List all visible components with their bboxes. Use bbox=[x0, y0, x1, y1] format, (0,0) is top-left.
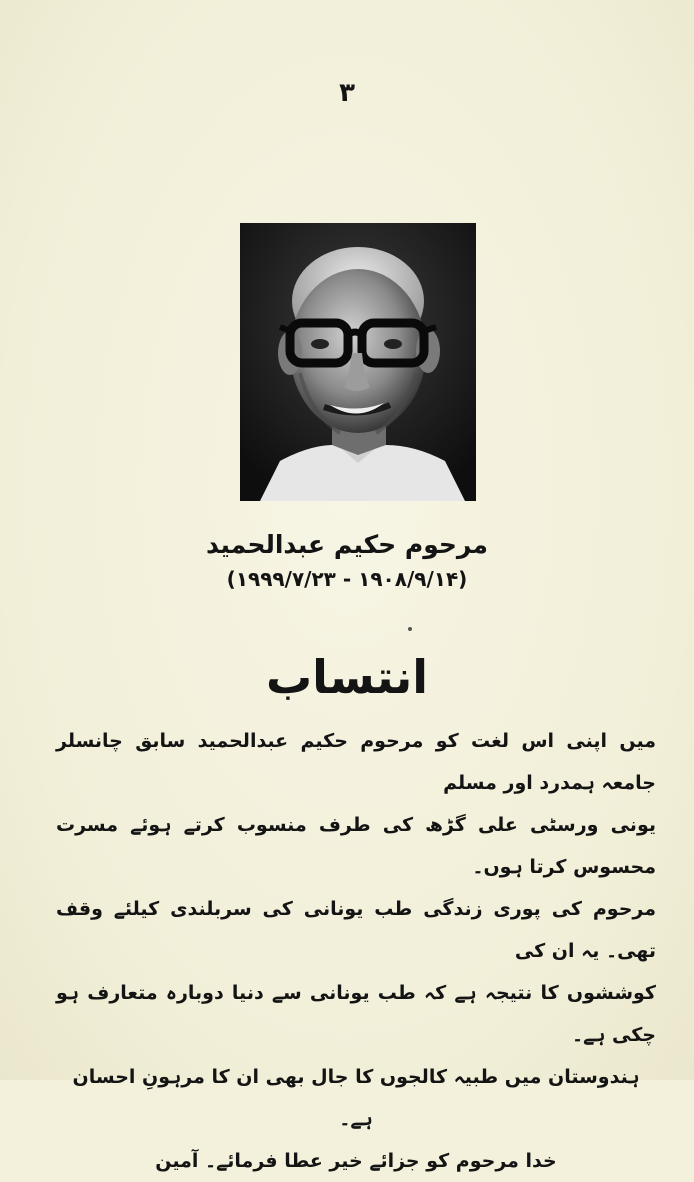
paper-speck bbox=[408, 627, 412, 631]
dedication-line: مرحوم کی پوری زندگی طب یونانی کی سربلندی کیلئے وقف تھی۔ یہ ان کی bbox=[56, 898, 656, 962]
dedication-line: خدا مرحوم کو جزائے خیر عطا فرمائے۔ آمین bbox=[155, 1150, 557, 1172]
dedication-line: یونی ورسٹی علی گڑھ کی طرف منسوب کرتے ہوئے مسرت محسوس کرتا ہوں۔ bbox=[56, 814, 656, 878]
portrait-caption-dates: (۱۹۰۸/۹/۱۴ - ۱۹۹۹/۷/۲۳) bbox=[226, 567, 468, 591]
dedication-line: کوششوں کا نتیجہ ہے کہ طب یونانی سے دنیا دوبارہ متعارف ہو چکی ہے۔ bbox=[56, 982, 656, 1046]
portrait-image bbox=[240, 223, 476, 501]
dedication-heading: انتساب bbox=[265, 650, 429, 704]
dedication-line: ہندوستان میں طبیہ کالجوں کا جال بھی ان کا مرہونِ احسان ہے۔ bbox=[72, 1066, 640, 1130]
page-number: ۳ bbox=[339, 78, 355, 108]
dedication-line: میں اپنی اس لغت کو مرحوم حکیم عبدالحمید سابق چانسلر جامعہ ہمدرد اور مسلم bbox=[56, 730, 656, 794]
dedication-text bbox=[56, 720, 656, 1182]
portrait-caption-name: مرحوم حکیم عبدالحمید bbox=[206, 530, 488, 559]
portrait-photo bbox=[240, 223, 476, 501]
